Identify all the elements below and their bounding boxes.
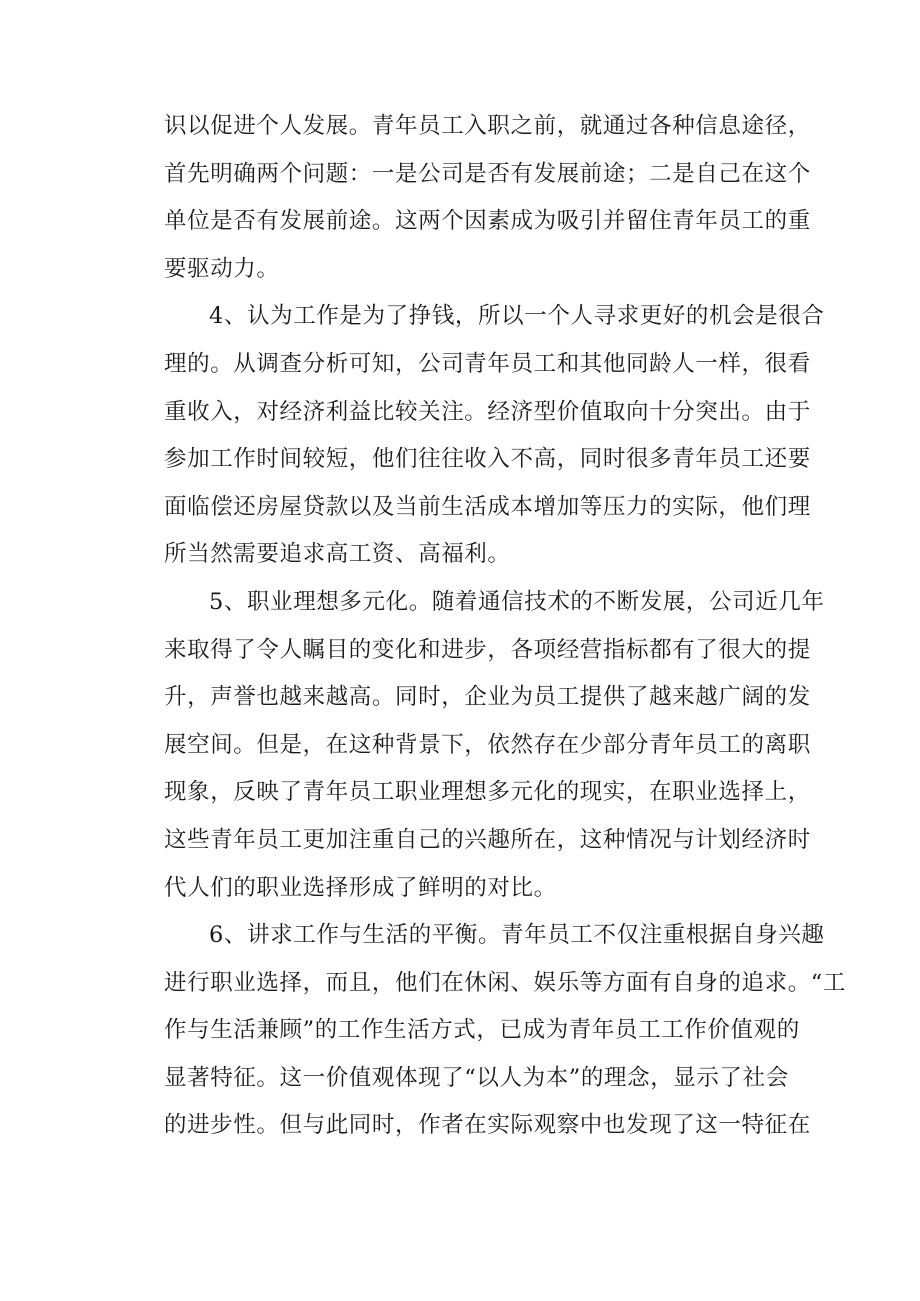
text-line: 作与生活兼顾”的工作生活方式，已成为青年员工工作价值观的 xyxy=(164,1017,800,1044)
text-line: 展空间。但是，在这种背景下，依然存在少部分青年员工的离职 xyxy=(164,731,811,758)
text-line: 识以促进个人发展。青年员工入职之前，就通过各种信息途径， xyxy=(164,113,811,139)
text-line: 所当然需要追求高工资、高福利。 xyxy=(164,541,511,568)
text-line: 升，声誉也越来越高。同时，企业为员工提供了越来越广阔的发 xyxy=(164,684,811,711)
text-line: 代人们的职业选择形成了鲜明的对比。 xyxy=(164,874,557,901)
text-line: 来取得了令人瞩目的变化和进步，各项经营指标都有了很大的提 xyxy=(164,636,811,663)
text-line: 首先明确两个问题：一是公司是否有发展前途；二是自己在这个 xyxy=(164,160,811,187)
text-line: 参加工作时间较短，他们往往收入不高，同时很多青年员工还要 xyxy=(164,446,811,473)
text-line: 进行职业选择，而且，他们在休闲、娱乐等方面有自身的追求。“工 xyxy=(164,969,847,996)
text-line: 的进步性。但与此同时，作者在实际观察中也发现了这一特征在 xyxy=(164,1112,811,1139)
text-line: 面临偿还房屋贷款以及当前生活成本增加等压力的实际，他们理 xyxy=(164,493,811,520)
text-line: 重收入，对经济利益比较关注。经济型价值取向十分突出。由于 xyxy=(164,398,811,425)
paragraph-start-line: 6、讲求工作与生活的平衡。青年员工不仅注重根据自身兴趣 xyxy=(209,922,825,949)
text-line: 这些青年员工更加注重自己的兴趣所在，这种情况与计划经济时 xyxy=(164,826,811,853)
body-text xyxy=(164,103,847,1150)
text-line: 现象，反映了青年员工职业理想多元化的现实，在职业选择上， xyxy=(164,779,811,806)
text-line: 单位是否有发展前途。这两个因素成为吸引并留住青年员工的重 xyxy=(164,208,811,235)
text-line: 理的。从调查分析可知，公司青年员工和其他同龄人一样，很看 xyxy=(164,350,811,377)
paragraph-start-line: 5、职业理想多元化。随着通信技术的不断发展，公司近几年 xyxy=(209,588,825,615)
text-line: 要驱动力。 xyxy=(164,255,280,282)
text-line: 显著特征。这一价值观体现了“以人为本”的理念，显示了社会 xyxy=(164,1064,789,1091)
paragraph-start-line: 4、认为工作是为了挣钱，所以一个人寻求更好的机会是很合 xyxy=(209,303,825,330)
